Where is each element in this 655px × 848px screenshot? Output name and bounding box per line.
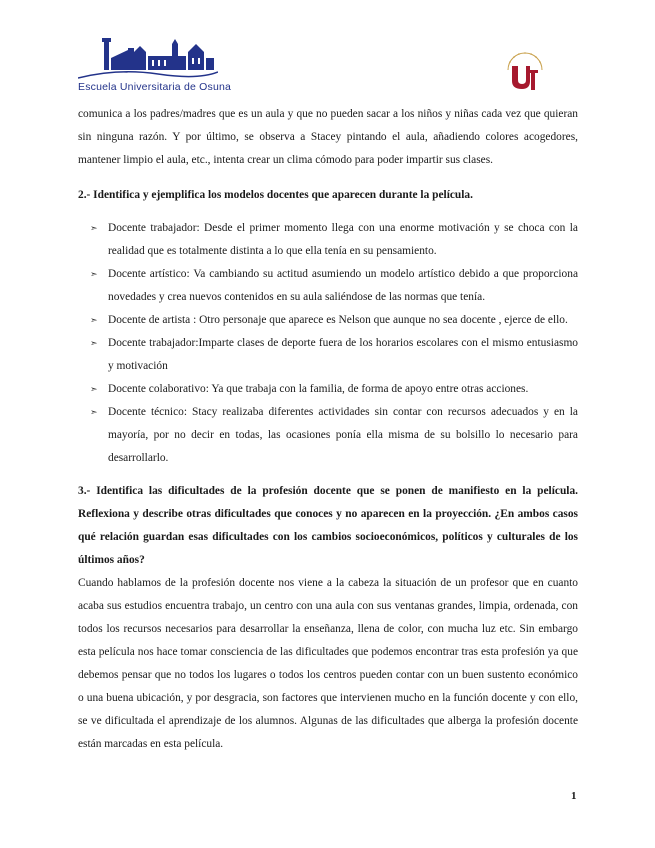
section-2-heading: 2.- Identifica y ejemplifica los modelos docentes que aparecen durante la película. — [78, 189, 473, 201]
intro-paragraph: comunica a los padres/madres que es un aula y que no pueden sacar a los niños y niñas cada vez que quieran sin ninguna razón. Y por último, se observa a Stacey pintando el aula, añadiendo colores acogedores, mantener limpio el aula, etc., intenta crear un clima cómodo para poder impartir sus clases. — [78, 108, 578, 166]
arrow-bullet-icon: ➣ — [90, 269, 98, 279]
list-item: ➣ Docente trabajador:Imparte clases de deporte fuera de los horarios escolares con el mismo entusiasmo y motivación — [78, 332, 578, 378]
school-name-text: Escuela Universitaria de Osuna — [78, 81, 232, 93]
section-3-paragraph: Cuando hablamos de la profesión docente nos viene a la cabeza la situación de un profesor que en cuanto acaba sus estudios encuentra trabajo, un centro con una aula con sus ventanas grandes, limpia, ordenada, con todos los recursos necesarios para desarrollar la enseñanza, llena de color, con mucha luz etc. Sin embargo esta película nos hace tomar consciencia de las dificultades que podemos encontrar tras esta profesión ya que debemos pensar que no todos los lugares o todos los centros pueden contar con un buen sustento económico o una buena ubicación, y por desgracia, son factores que intervienen mucho en la función docente y con ello, se ve dificultada el aprendizaje de los alumnos. Algunas de las dificultades que alberga la profesión docente están marcadas en esta película. — [78, 577, 578, 750]
page-number: 1 — [571, 790, 577, 802]
arrow-bullet-icon: ➣ — [90, 384, 98, 394]
section-3-heading: 3.- Identifica las dificultades de la profesión docente que se ponen de manifiesto en la película. Reflexiona y describe otras dificultades que conoces y no aparecen en la proyección. ¿En ambos casos qué relación guardan esas dificultades con los cambios socioeconómicos, políticos y culturales de los últimos años? — [78, 485, 578, 566]
university-seal-icon — [500, 46, 550, 92]
list-item: ➣ Docente colaborativo: Ya que trabaja con la familia, de forma de apoyo entre otras acciones. — [78, 378, 578, 401]
arrow-bullet-icon: ➣ — [90, 315, 98, 325]
teacher-models-list — [78, 217, 578, 470]
list-item: ➣ Docente técnico: Stacy realizaba diferentes actividades sin contar con recursos adecuados y en la mayoría, por no decir en todas, las ocasiones ponía ella misma de su bolsillo lo necesario para desarrollarlo. — [78, 401, 578, 470]
list-item: ➣ Docente trabajador: Desde el primer momento llega con una enorme motivación y se choca con la realidad que es totalmente distinta a lo que ella tenía en su pensamiento. — [78, 217, 578, 263]
escuela-osuna-logo — [78, 38, 232, 94]
page-header — [0, 0, 655, 100]
arrow-bullet-icon: ➣ — [90, 338, 98, 348]
universidad-sevilla-logo — [500, 46, 550, 92]
document-body — [78, 103, 578, 756]
arrow-bullet-icon: ➣ — [90, 223, 98, 233]
list-item: ➣ Docente artístico: Va cambiando su actitud asumiendo un modelo artístico debido a que proporciona novedades y crea nuevos contenidos en su aula saliéndose de las normas que tenía. — [78, 263, 578, 309]
castle-skyline-icon — [78, 38, 218, 80]
list-item: ➣ Docente de artista : Otro personaje que aparece es Nelson que aunque no sea docente , ejerce de ello. — [78, 309, 578, 332]
arrow-bullet-icon: ➣ — [90, 407, 98, 417]
